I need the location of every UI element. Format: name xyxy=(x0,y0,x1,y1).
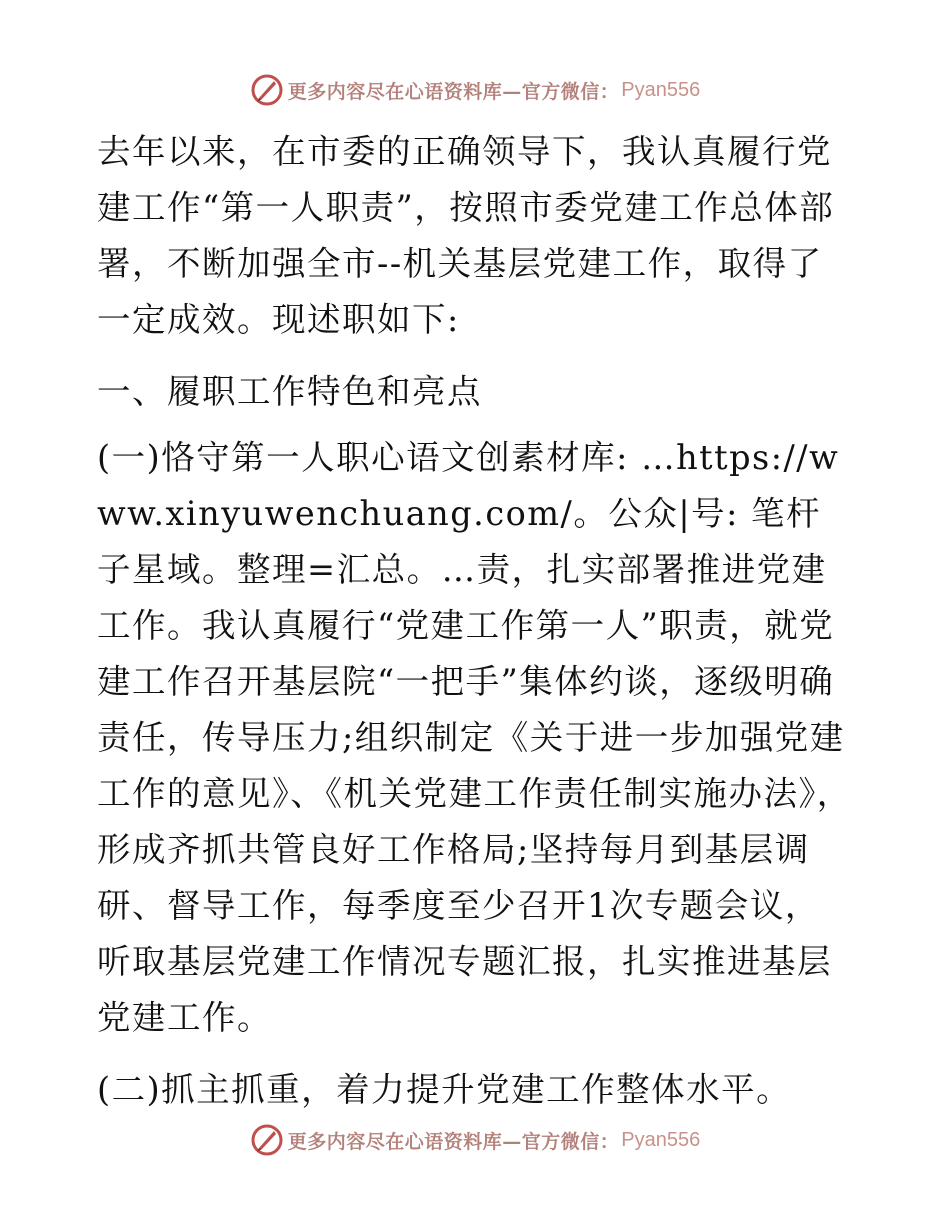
section-2-heading: (二)抓主抓重，着力提升党建工作整体水平。 xyxy=(97,1070,792,1109)
footer-watermark xyxy=(0,1120,950,1160)
section-1-paragraph: (一)恪守第一人职心语文创素材库: …https://www.xinyuwenchuang.com/。公众|号: 笔杆子星域。整理=汇总。…责，扎实部署推进党建工作。我认真履行“党建工作第一人”职责，就党建工作召开基层院“一把手”集体约谈，逐级明确责任，传导压力;组织制定《关于进一步加强党建工作的意见》、《机关党建工作责任制实施办法》，形成齐抓共管良好工作格局;坚持每月到基层调研、督导工作，每季度至少召开1次专题会议，听取基层党建工作情况专题汇报，扎实推进基层党建工作。 xyxy=(97,438,852,1037)
watermark-id: Pyan556 xyxy=(621,1128,701,1151)
watermark-text: 更多内容尽在心语资料库—官方微信： xyxy=(287,80,620,103)
quill-logo-icon xyxy=(250,73,284,107)
document-body xyxy=(97,124,852,1134)
intro-paragraph: 去年以来，在市委的正确领导下，我认真履行党建工作“第一人职责”，按照市委党建工作总体部署，不断加强全市--机关基层党建工作，取得了一定成效。现述职如下: xyxy=(97,132,835,339)
watermark-text: 更多内容尽在心语资料库—官方微信： xyxy=(287,1130,620,1153)
quill-logo-icon xyxy=(250,1123,284,1157)
header-watermark xyxy=(0,70,950,110)
section-heading: 一、履职工作特色和亮点 xyxy=(97,372,482,411)
watermark-id: Pyan556 xyxy=(621,78,701,101)
